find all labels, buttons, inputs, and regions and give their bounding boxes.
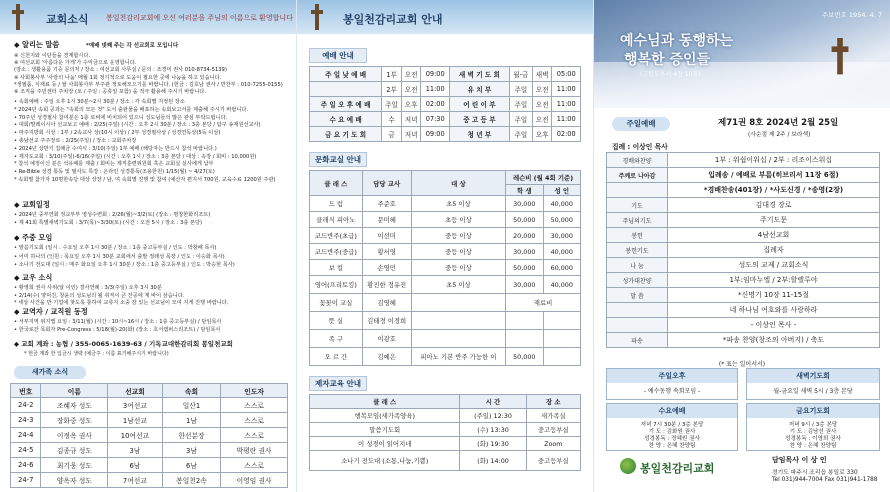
weekly-heading: ◆ 주중 모임	[14, 233, 53, 242]
account-info: ◆ 교회 계좌 : 농협 / 355-0065-1639-63 / 기독교대한감리회 봉일천교회	[14, 340, 233, 348]
table-cell: 주님의기도	[607, 213, 668, 228]
table-cell: 오전	[401, 82, 421, 97]
table-cell: 새 벽 기 도 회	[449, 67, 509, 82]
notice-line: ※ 조직을 주민센터 주차장 (토 / 주일 : 공휴일 포함) 을 적극 활용해 주시기 바랍니다.	[14, 89, 206, 95]
member-news-line: • 2/14(수) 양덕진, 창윤의 성도님의 될 취직이 큰 잔공에 계 바이 삼습니다.	[14, 292, 185, 299]
table-cell: 중등 이상	[411, 228, 505, 244]
table-cell: 6남	[108, 458, 162, 473]
table-cell: *파송 찬양(창조의 아버지) / 축도	[668, 333, 880, 348]
table-cell: 봉헌	[607, 228, 668, 243]
table-cell: 중고등부실	[526, 451, 580, 471]
staff-line: • 한국로잔 목회자 Pre-Congress : 5/18(월)-20(화) (장소 : 호서캠퍼스리조트) / 담임목사	[14, 327, 221, 333]
table-cell: 11:00	[421, 82, 450, 97]
event-line: * 속회별 참가자 10명한속당 대상 상장 / 남, 여 속회별 진행 및 참여 (예산자 편지서 700원, 교육수료 1200원 주관)	[14, 177, 276, 183]
table-row	[607, 303, 880, 318]
table-cell: 30,000	[543, 228, 580, 244]
cover-title-line2: 행복한 증인들	[624, 52, 711, 68]
table-cell: 말 씀	[607, 288, 668, 303]
table-cell: 07:30	[421, 112, 450, 127]
table-cell: 24-4	[11, 428, 41, 443]
table-cell: 오전	[532, 112, 552, 127]
table-header-row	[310, 171, 581, 185]
table-cell: 행복모임(새가족양육)	[310, 409, 460, 423]
cross-icon	[832, 38, 849, 94]
table-row	[607, 228, 880, 243]
table-cell: 3남	[162, 443, 221, 458]
table-cell: 보 컬	[310, 260, 363, 276]
service-tab: 주일예배	[612, 117, 670, 131]
news-subtitle: 봉일천감리교회에 오신 여러분을 주님의 이름으로 환영합니다	[106, 14, 293, 22]
table-cell: 김대경 장로	[668, 198, 880, 213]
table-cell: 한선분장	[162, 428, 221, 443]
table-cell: 05:00	[552, 67, 581, 82]
table-cell: 금 요 기 도 회	[310, 127, 382, 142]
church-news-page	[0, 0, 296, 492]
table-cell: 속회	[162, 384, 221, 398]
table-cell: 재료비	[506, 294, 581, 312]
table-cell: 이름	[41, 384, 108, 398]
table-cell: 박평란 권사	[221, 443, 288, 458]
issue-number: 주보번호 1954. 4. 7	[821, 11, 882, 19]
table-row	[310, 409, 581, 423]
table-cell: 김종규 성도	[41, 443, 108, 458]
table-cell: 3여선교	[108, 398, 162, 413]
wednesday-title: 수요예배	[607, 404, 737, 418]
table-row	[310, 82, 581, 97]
event-line: • 70주년 성경필사 참여분은 1층 로비에 비치되어 있으니 성도님들의 많은 관심 부탁드립니다.	[14, 114, 228, 121]
table-cell: 드 럼	[310, 196, 363, 212]
table-cell: 50,000	[506, 348, 543, 366]
notice-heading: ◆ 알리는 말씀	[14, 40, 60, 49]
account-note: * 헌금 계좌 한 입금시 생략 (예금주 : 이름 표기해주시기 바랍니다)	[24, 351, 169, 357]
table-cell: 09:00	[421, 67, 450, 82]
event-line: • 제자도교회 : 3/10(주일)-6/16(주일) (시간 : 오후 1시 / 장소 : 3층 본당 / 대상 : 속장 / 회비 : 10,000원)	[14, 153, 257, 160]
table-cell: 50,000	[506, 212, 543, 228]
table-header-row	[11, 384, 288, 398]
cross-icon	[311, 4, 323, 30]
culture-class-label: 문화교실 안내	[309, 152, 367, 167]
table-row	[607, 333, 880, 348]
worship-order-table	[606, 152, 880, 348]
table-row	[607, 243, 880, 258]
dawn-text: 월-금요일 새벽 5시 / 3층 본당	[773, 388, 853, 395]
table-cell: 30,000	[506, 276, 543, 294]
table-cell: 장화중 성도	[41, 413, 108, 428]
table-row	[310, 276, 581, 294]
dawn-box	[746, 368, 880, 400]
table-cell	[506, 312, 543, 330]
guide-header	[297, 0, 593, 34]
table-cell: 일산1	[162, 398, 221, 413]
table-cell: 이선미	[362, 228, 411, 244]
weekly-line: • 말씀기도회 (일시 : 수요일 오후 1시 30분 / 장소 : 1층 중고등부실 / 인도 : 박창배 목사)	[14, 245, 217, 251]
table-cell: 레슨비 (월 4회 기준)	[506, 171, 581, 185]
table-row	[310, 294, 581, 312]
table-cell: 저녁	[401, 127, 421, 142]
notice-note: *예배 넷째 주는 각 선교회로 모입니다	[86, 43, 179, 49]
table-cell: 초등 이상	[411, 212, 505, 228]
detail-line: 성경봉독 : 이영희 권사	[785, 436, 841, 442]
phone: Tel 031)944-7004 Fax 031)941-1788	[772, 477, 878, 483]
table-cell: 오후	[532, 127, 552, 142]
schedule-heading: ◆ 교회일정	[14, 200, 50, 209]
table-cell: *경배찬송(401장) / *사도신경 / *송영(2장)	[668, 183, 880, 198]
table-cell	[607, 183, 668, 198]
table-cell: 4남선교회	[668, 228, 880, 243]
table-cell: 7여선교	[108, 473, 162, 488]
table-cell: 30,000	[506, 196, 543, 212]
table-row	[310, 112, 581, 127]
table-cell: 오전	[401, 67, 421, 82]
table-cell: 인도자	[221, 384, 288, 398]
news-title: 교회소식	[46, 13, 89, 26]
table-row	[310, 330, 581, 348]
table-cell: 성도의 교제 / 교회소식	[668, 258, 880, 273]
table-cell: 클 래 스	[310, 171, 363, 196]
table-cell: 11:00	[552, 97, 581, 112]
cover-page	[594, 0, 890, 492]
table-cell: 금	[382, 127, 402, 142]
table-row	[607, 273, 880, 288]
table-cell: 수 요 예 배	[310, 112, 382, 127]
table-cell: 집례자	[668, 243, 880, 258]
table-row	[607, 258, 880, 273]
table-cell: 번호	[11, 384, 41, 398]
church-name: 봉일천감리교회	[640, 462, 715, 475]
table-cell: 성가대찬양	[607, 273, 668, 288]
table-cell: 말씀기도회	[310, 423, 460, 437]
table-cell: 새벽	[532, 67, 552, 82]
table-cell	[411, 294, 505, 312]
cover-verse: (고린도후서 4장 10절)	[640, 71, 701, 78]
table-cell	[543, 312, 580, 330]
table-cell: 황서영	[362, 244, 411, 260]
notice-line: ※ 사회봉사부 '사랑의 나눔' 매월 1회 정기적으로 도움이 필요한 곳에 나눔을 하고 있습니다.	[14, 74, 222, 81]
table-cell: 24-5	[11, 443, 41, 458]
event-line: • 대회/말레이시아 선교보고 예배 : 2/25(주일) (시간 : 오후 2시 30분 / 장소 : 3층 본당 / 탐구 송재원선교사)	[14, 122, 261, 129]
event-line: • Re-Bible 성경 통독 및 필사도 특강 : 온라인 성경통독(조용한원) 1/15(월) ~ 4/27(토)	[14, 169, 215, 176]
cover-title-line1: 예수님과 동행하는	[620, 33, 734, 49]
table-cell: 50,000	[506, 260, 543, 276]
table-cell	[607, 318, 668, 333]
table-row	[310, 244, 581, 260]
detail-line: 기 도 : 김화원 권사	[648, 429, 696, 435]
table-cell: 뜻 실	[310, 312, 363, 330]
table-cell: 이영임 권사	[221, 473, 288, 488]
table-cell: 40,000	[543, 244, 580, 260]
table-cell: 1부	[382, 67, 402, 82]
table-cell: 코드반주(초급)	[310, 228, 363, 244]
table-cell: 주일	[382, 97, 402, 112]
address: 경기도 파주시 조리읍 봉일로 330	[772, 470, 858, 476]
member-news-heading: ◆ 교우 소식	[14, 273, 53, 282]
table-cell: 문미혜	[362, 212, 411, 228]
weekly-line: • 어미 하나의 (인원 : 목요일 오후 1시 30분 교회에서 출발 정래성 목장 / 인도 : 이승화 목사)	[14, 253, 225, 260]
wednesday-box	[606, 403, 738, 451]
table-cell: 성 인	[543, 185, 580, 196]
table-row	[310, 67, 581, 82]
table-cell: 저녁	[401, 112, 421, 127]
table-cell: 스스로	[221, 428, 288, 443]
afternoon-text: - 예수동행 속회모임 -	[643, 388, 701, 395]
table-cell: 1부:임마누엘 / 2부:할렐루야	[668, 273, 880, 288]
table-cell: 50,000	[543, 212, 580, 228]
table-row	[11, 428, 288, 443]
worship-guide-label: 예배 안내	[309, 48, 367, 63]
afternoon-box	[606, 368, 738, 400]
table-cell: 주일	[509, 82, 532, 97]
table-cell: 중등 이상	[411, 244, 505, 260]
education-label: 제자교육 안내	[309, 376, 367, 391]
afternoon-title: 주일오후	[607, 369, 737, 383]
pastor: 담임목사 이 상 인	[772, 456, 827, 464]
table-cell: 30,000	[506, 244, 543, 260]
church-guide-page	[297, 0, 593, 492]
table-cell: 김영혜	[362, 294, 411, 312]
table-cell: 피아노 기본 반주 가능한 이	[411, 348, 505, 366]
table-row	[310, 228, 581, 244]
table-cell: 꽃꽂이 교실	[310, 294, 363, 312]
table-row	[11, 398, 288, 413]
cross-icon	[12, 4, 24, 30]
table-cell: 주 일 낮 예 배	[310, 67, 382, 82]
new-family-table	[10, 383, 288, 488]
table-cell: 1부 : 워쉽이워십 / 2부 : 리조이스워십	[668, 153, 880, 168]
notice-line: *생필품, 식재료 등 / 쌀 사회봉사부 부주관 정토해모으기를 바랍니다. (헌금 : 김호남 권사 / 반찬부 : 010-7255-0155)	[14, 81, 283, 88]
table-cell: 영어(프리토킹)	[310, 276, 363, 294]
table-cell: 봉헌기도	[607, 243, 668, 258]
table-cell: 스스로	[221, 458, 288, 473]
table-cell: 손영민	[362, 260, 411, 276]
staff-heading: ◆ 교역자 / 교직원 동정	[14, 307, 88, 316]
liturgical-info: (사순절 제 2주 / 보라색)	[748, 132, 811, 138]
table-row	[11, 458, 288, 473]
table-cell: 6남	[162, 458, 221, 473]
table-cell: 1남	[162, 413, 221, 428]
table-cell: 이 성경이 읽어지네	[310, 437, 460, 451]
table-cell: 24-6	[11, 458, 41, 473]
friday-title: 금요기도회	[747, 404, 879, 418]
table-row	[607, 183, 880, 198]
table-cell: 중 고 등 부	[449, 112, 509, 127]
table-cell: 이정옥 권사	[41, 428, 108, 443]
table-cell: 02:00	[421, 97, 450, 112]
table-cell: 선교회	[108, 384, 162, 398]
table-cell: 중등 이상	[411, 260, 505, 276]
table-cell: 24-3	[11, 413, 41, 428]
member-news-line: • 황영희 권사 사위(알 이인) 결사연례 : 3/3(주일) 오후 3시 30분	[14, 285, 162, 291]
table-cell: 이광호	[362, 330, 411, 348]
table-cell: 오전	[532, 82, 552, 97]
detail-line: 기 도 : 김남선 권사	[789, 429, 837, 435]
table-row	[607, 318, 880, 333]
staff-line: • 서부지역 위지맵 요일 : 3/11(월) (시간 : 10시~16시 / 장소 : 1층 중고등부실) / 담임목사	[14, 319, 222, 325]
table-cell	[411, 312, 505, 330]
table-cell: 입례송 / 예배로 부름(히브리서 11장 6절)	[668, 168, 880, 183]
table-cell: 주기도문	[668, 213, 880, 228]
table-cell: 11:00	[552, 82, 581, 97]
table-cell: 양옥자 성도	[41, 473, 108, 488]
table-cell: 조혜자 성도	[41, 398, 108, 413]
church-logo-icon	[620, 458, 636, 474]
table-cell: 중고등부실	[526, 423, 580, 437]
table-cell: 시 간	[460, 395, 526, 409]
table-row	[310, 260, 581, 276]
table-cell: 최기웅 성도	[41, 458, 108, 473]
table-cell: 황진한 정유진	[362, 276, 411, 294]
table-row	[607, 168, 880, 183]
table-row	[607, 198, 880, 213]
table-cell: 주 일 오 후 예 배	[310, 97, 382, 112]
issue-info: 제71권 8호 2024년 2월 25일	[718, 118, 839, 128]
table-cell: Zoom	[526, 437, 580, 451]
table-cell: 담당 교사	[362, 171, 411, 196]
notice-line: ※ 여선교회 '아름다운 가게'가 수익금으로 운영합니다.	[14, 60, 137, 67]
table-cell: - 이상인 목사 -	[668, 318, 880, 333]
guide-title: 봉일천감리교회 안내	[343, 13, 443, 26]
table-cell: 김태경 이경희	[362, 312, 411, 330]
table-row	[310, 437, 581, 451]
table-cell	[607, 303, 668, 318]
event-line: * 참석 예정이신 분은 석유배를 제출 / 회비는 제직훈련위원회 혹은 교회실 실사에게 납부	[14, 161, 214, 168]
notice-line: (장소 : 생활용품 기증 문의처 / 장소 : 여선교회 사무실 / 문의 : 조경미 권사 010-8734-5139)	[14, 67, 227, 74]
table-cell: 대 상	[411, 171, 505, 196]
weekly-line: • 소나기 전도대 (일시 : 매주 화요일 오후 1시 30분 / 장소 : 1층 중고등부실 / 인도 : 박승현 목사)	[14, 262, 235, 268]
table-row	[607, 153, 880, 168]
table-cell: 장 소	[526, 395, 580, 409]
table-cell: 어 린 이 부	[449, 97, 509, 112]
table-cell: 스스로	[221, 398, 288, 413]
table-cell: 주께로 나아감	[607, 168, 668, 183]
table-row	[11, 413, 288, 428]
table-cell	[506, 330, 543, 348]
table-cell: 60,000	[543, 260, 580, 276]
table-cell: (화) 14:00	[460, 451, 526, 471]
table-cell: 주일	[509, 127, 532, 142]
table-cell: 기도	[607, 198, 668, 213]
table-cell: 네 하나님 여호와를 사랑하라	[668, 303, 880, 318]
culture-class-table	[309, 170, 581, 366]
schedule-line: • 제 41회 특별새벽기도회 : 3/7(목)~3/30(토) (시간 : 오전 5시 / 장소 : 3층 본당)	[14, 220, 203, 226]
table-row	[310, 348, 581, 366]
table-cell: 클래식 피아노	[310, 212, 363, 228]
table-row	[607, 213, 880, 228]
detail-line: 저녁 7시 30분 / 3층 본당	[640, 422, 704, 428]
table-cell: 스스로	[221, 413, 288, 428]
table-cell: 2부	[382, 82, 402, 97]
notice-line: ※ 신천지와 이단들을 경계합시다.	[14, 53, 91, 59]
table-cell: 24-7	[11, 473, 41, 488]
table-cell: (화) 19:30	[460, 437, 526, 451]
table-cell: 오후	[401, 97, 421, 112]
table-cell	[310, 82, 382, 97]
table-row	[310, 451, 581, 471]
table-cell: 주준호	[362, 196, 411, 212]
worship-table	[309, 66, 581, 142]
schedule-line: • 2024년 중부연회 정교부부 영성수련회 : 2/26(월)~3/2(토) (장소 : 평창한화리조트)	[14, 212, 211, 218]
member-news-line: * 세상 사건을 반 기업에 찾도록 통하여 교류지 소중 감 있는 선교님이 모여 지게 진행 바랍니다.	[14, 300, 229, 306]
table-cell: 40,000	[543, 276, 580, 294]
event-line: • 속회예배 : 주일 오후 1시 30분~2시 30분 / 장소 : 각 속회별 지정된 장소	[14, 99, 185, 105]
table-row	[310, 127, 581, 142]
table-cell: 코드반주(중급)	[310, 244, 363, 260]
table-header-row	[310, 395, 581, 409]
detail-line: 저녁 9시 / 3층 본당	[788, 422, 838, 428]
table-cell: 09:00	[421, 127, 450, 142]
new-family-title: 새가족 소식	[14, 366, 86, 379]
table-cell: 경배와찬양	[607, 153, 668, 168]
table-cell: 40,000	[543, 196, 580, 212]
table-row	[310, 97, 581, 112]
table-cell: 오전	[532, 97, 552, 112]
table-cell: 주일	[509, 97, 532, 112]
table-cell: 20,000	[506, 228, 543, 244]
event-line: • 파주지방회 시상 : 1부 / 2속교사 상(10시 이상) / 2부 성경필사상 / 성경연독상(5독 이상)	[14, 130, 221, 137]
table-cell: 나 눔	[607, 258, 668, 273]
table-cell: 소나기 전도대 (소통,나눔,기쁨)	[310, 451, 460, 471]
table-cell: 유 치 부	[449, 82, 509, 97]
table-row	[310, 312, 581, 330]
event-line: • 2024년 상반기 집례금 수여식 : 3/10(주일) 1부 예배 (해당자는 반드시 참석 바랍니다.)	[14, 145, 217, 152]
table-cell	[411, 330, 505, 348]
table-cell: 청 년 부	[449, 127, 509, 142]
table-cell: *신명기 10장 11-15절	[668, 288, 880, 303]
detail-line: 찬 양 : 은혜 찬양팀	[789, 443, 837, 449]
detail-line: 성경봉독 : 정혜원 권사	[644, 436, 700, 442]
table-cell: 1남선교	[108, 413, 162, 428]
friday-box	[746, 403, 880, 451]
table-cell: 월-금	[509, 67, 532, 82]
table-cell: 10여선교	[108, 428, 162, 443]
event-line: • 총남선교 주주장로 : 2/25(주일) / 장소 : 교회주차장	[14, 138, 137, 144]
education-table	[309, 394, 581, 471]
event-line: * 2024년 속회 공과는 "속회의 모든 것" 도서 출판물을 배포하는 속회보고서를 제출해 주시기 바랍니다.	[14, 106, 249, 113]
table-cell: (주일) 12:30	[460, 409, 526, 423]
table-cell: 수	[382, 112, 402, 127]
table-cell: 파송	[607, 333, 668, 348]
table-cell: 새가족실	[526, 409, 580, 423]
table-cell	[543, 348, 580, 366]
table-cell: 족 구	[310, 330, 363, 348]
table-cell: 24-2	[11, 398, 41, 413]
table-row	[11, 473, 288, 488]
table-cell: 봉일천2속	[162, 473, 221, 488]
table-cell: 초5 이상	[411, 276, 505, 294]
table-cell: 02:00	[552, 127, 581, 142]
dawn-title: 새벽기도회	[747, 369, 879, 383]
table-cell: 주일	[509, 112, 532, 127]
table-cell: 클 래 스	[310, 395, 460, 409]
officiant: 집례 : 이상인 목사	[612, 143, 668, 151]
table-row	[607, 288, 880, 303]
table-cell: 11:00	[552, 112, 581, 127]
table-row	[11, 443, 288, 458]
table-row	[310, 212, 581, 228]
table-cell: 오 르 간	[310, 348, 363, 366]
table-cell: 3남	[108, 443, 162, 458]
table-row	[310, 196, 581, 212]
standing-note: (* 표는 일어서서)	[718, 361, 766, 368]
table-cell: (수) 13:30	[460, 423, 526, 437]
table-cell	[543, 330, 580, 348]
table-cell: 초5 이상	[411, 196, 505, 212]
table-cell: 김예은	[362, 348, 411, 366]
table-cell: 학 생	[506, 185, 543, 196]
table-row	[310, 423, 581, 437]
detail-line: 찬 양 : 은혜 찬양팀	[648, 443, 696, 449]
